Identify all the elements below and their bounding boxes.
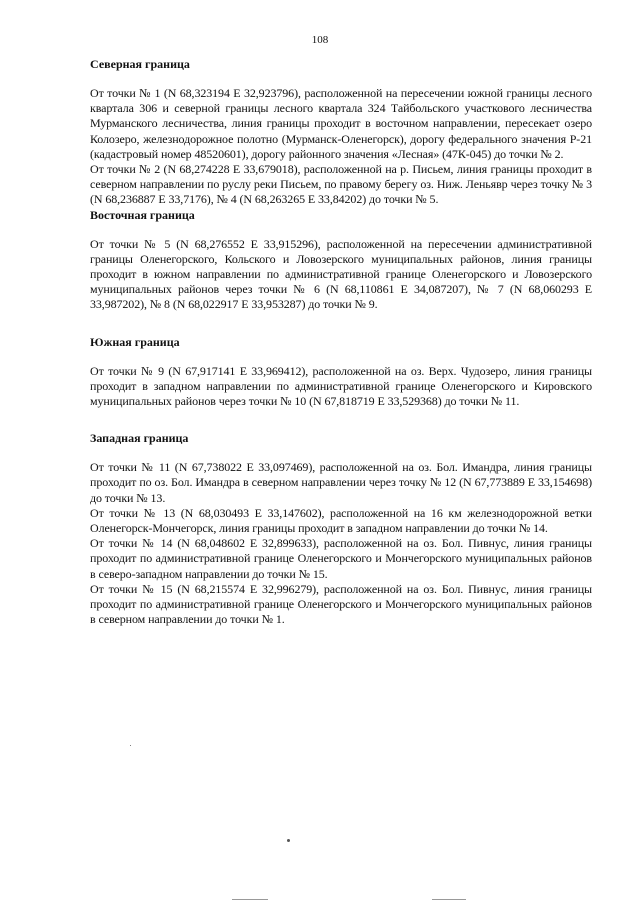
section-heading-south: Южная граница bbox=[90, 334, 180, 349]
scan-speck bbox=[287, 839, 290, 842]
section-paragraph: От точки № 14 (N 68,048602 E 32,899633), расположенной на оз. Бол. Пивнус, линия границы проходит по административной границе Оленегорского и Мончегорского муниципальных районов в северо-западном направлении до точки № 15. bbox=[90, 536, 592, 581]
section-paragraph: От точки № 13 (N 68,030493 E 33,147602), расположенной на 16 км железнодорожной ветки Оленегорск-Мончегорск, линия границы проходит в западном направлении до точки № 14. bbox=[90, 505, 592, 536]
section-heading-north: Северная граница bbox=[90, 57, 190, 71]
section-paragraph: От точки № 9 (N 67,917141 E 33,969412), расположенной на оз. Верх. Чудозеро, линия границы проходит в западном направлении по административной границе Оленегорского и Кировского муниципальных районов через точки № 10 (N 67,818719 E 33,529368) до точки № 11. bbox=[90, 363, 592, 409]
section-paragraph: От точки № 2 (N 68,274228 E 33,679018), расположенной на р. Письем, линия границы проходит в северном направлении по руслу реки Письем, по правому берегу оз. Ниж. Леньявр через точку № 3 (N 68,236887 E 33,7176), № 4 (N 68,263265 E 33,84202) до точки № 5. bbox=[90, 162, 592, 207]
section-paragraph: От точки № 15 (N 68,215574 E 32,996279), расположенной на оз. Бол. Пивнус, линия границы проходит по административной границе Оленегорского и Мончегорского муниципальных районов в северном направлении до точки № 1. bbox=[90, 581, 592, 627]
section-heading-west: Западная граница bbox=[90, 431, 189, 446]
document-body bbox=[90, 52, 592, 627]
scan-line bbox=[432, 899, 466, 900]
section-paragraph: От точки № 5 (N 68,276552 E 33,915296), расположенной на пересечении административной границы Оленегорского, Кольского и Ловозерского муниципальных районов, линия границы проходит в южном направлении по административной границе Оленегорского и Ловозерского муниципальных районов через точки № 6 (N 68,110861 E 34,087207), № 7 (N 68,060293 E 33,987202), № 8 (N 68,022917 E 33,953287) до точки № 9. bbox=[90, 236, 592, 312]
section-heading-east: Восточная граница bbox=[90, 207, 195, 222]
scan-speck bbox=[130, 745, 131, 746]
section-paragraph: От точки № 1 (N 68,323194 E 32,923796), расположенной на пересечении южной границы лесного квартала 306 и северной границы лесного квартала 324 Тайбольского участкового лесничества Мурманского лесничества, линия границы проходит в восточном направлении, пересекает озеро Колозеро, железнодорожное полотно (Мурманск-Оленегорск), дорогу федерального значения Р-21 (кадастровый номер 48520601), дорогу районного значения «Лесная» (47К-045) до точки № 2. bbox=[90, 86, 592, 161]
page-number: 108 bbox=[311, 34, 329, 46]
section-paragraph: От точки № 11 (N 67,738022 E 33,097469), расположенной на оз. Бол. Имандра, линия границы проходит по оз. Бол. Имандра в северном направлении через точку № 12 (N 67,773889 E 33,154698) до точки № 13. bbox=[90, 460, 592, 505]
scan-line bbox=[232, 899, 268, 900]
